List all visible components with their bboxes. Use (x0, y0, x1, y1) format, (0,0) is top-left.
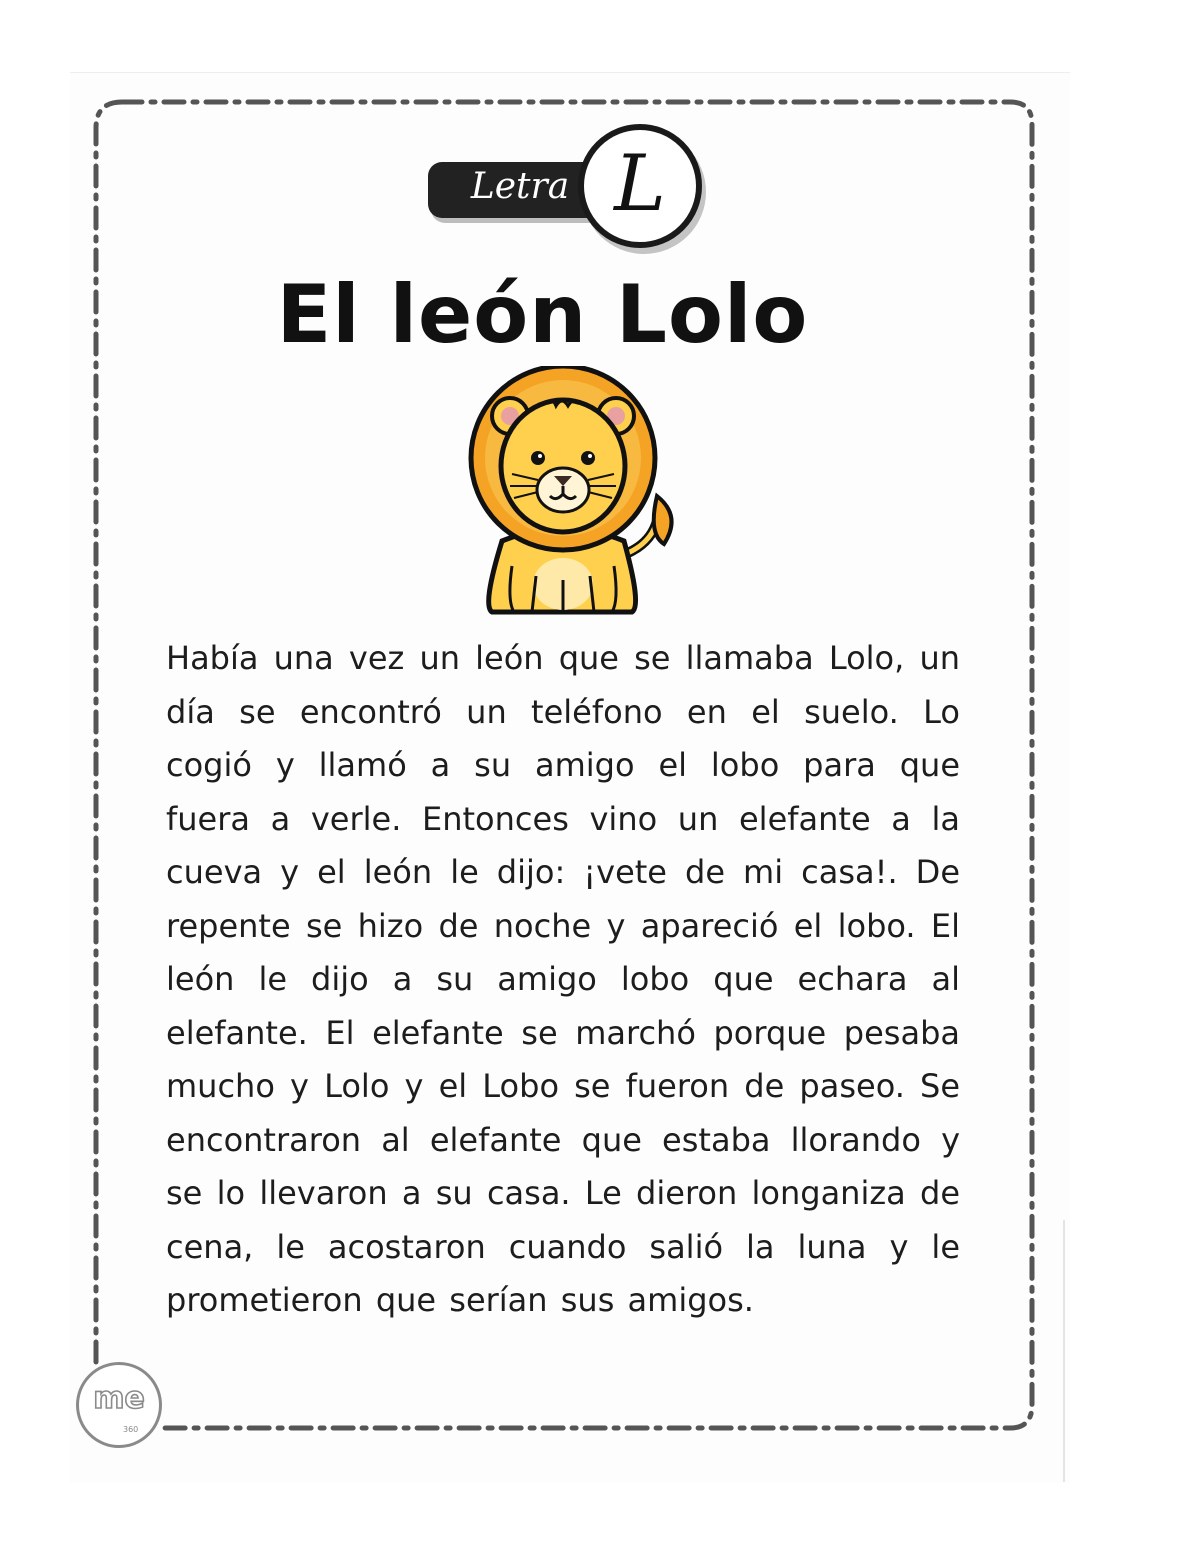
lion-icon (452, 366, 684, 618)
story-text: Había una vez un león que se llamaba Lolo, un día se encontró un teléfono en el suelo. Lo cogió y llamó a su amigo el lobo para que fuera a verle. Entonces vino un elefante a la cueva y el león le dijo: ¡vete de mi casa!. De repente se hizo de noche y apareció el lobo. El león le dijo a su amigo lobo que echara al elefante. El elefante se marchó porque pesaba mucho y Lolo y el Lobo se fueron de paseo. Se encontraron al elefante que estaba llorando y se lo llevaron a su casa. Le dieron longaniza de cena, le acostaron cuando salió la luna y le prometieron que serían sus amigos. (166, 639, 960, 1319)
logo-subtext: 360 (123, 1425, 139, 1434)
badge-circle (578, 124, 702, 248)
logo-text: me (93, 1381, 145, 1416)
badge-letter: L (614, 139, 666, 229)
letter-badge (428, 124, 703, 254)
badge-word: Letra (470, 166, 570, 207)
publisher-logo (76, 1362, 162, 1448)
page-title: El león Lolo (276, 268, 809, 361)
